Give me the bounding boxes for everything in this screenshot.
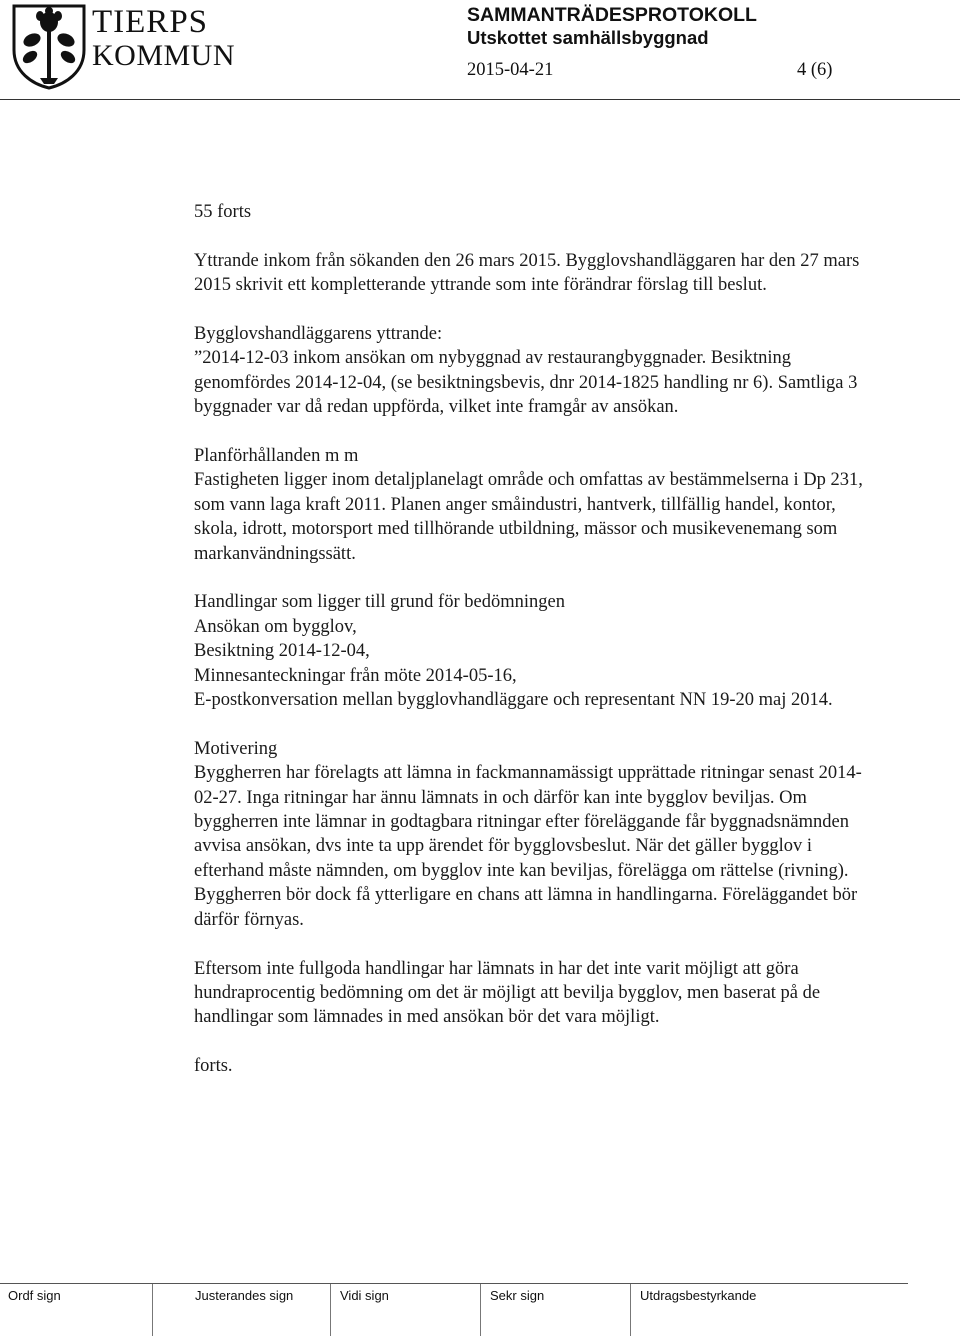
page-number: 4 (6) [797,60,833,80]
footer-column-divider [330,1284,331,1336]
documents-item: E-postkonversation mellan bygglovhandläggare och representant NN 19-20 maj 2014. [194,690,833,711]
plan-heading: Planförhållanden m m [194,446,359,467]
section-heading: 55 forts [194,202,252,222]
tierps-kommun-logo [10,2,236,90]
logo-text-kommun: KOMMUN [92,39,236,72]
footer-column-divider [480,1284,481,1336]
footer-justerande-sign: Justerandes sign [195,1288,294,1303]
documents-item: Besiktning 2014-12-04, [194,641,370,662]
plan-text: Fastigheten ligger inom detaljplanelagt område och omfattas av bestämmelserna i Dp 231, som vann laga kraft 2011. Planen anger småindustri, hantverk, tillfällig handel, kontor, skola, idrott, motorsport med tillhörande utbildning, mässor och musikevenemang som markanvändningssätt. [194,470,863,564]
document-body [194,200,874,1079]
continued-note: forts. [194,1056,233,1077]
coat-of-arms-icon [10,2,88,90]
footer-ordf-sign: Ordf sign [8,1288,61,1303]
footer-column-divider [152,1284,153,1336]
document-title: SAMMANTRÄDESPROTOKOLL [467,4,757,26]
documents-heading: Handlingar som ligger till grund för bedömningen [194,592,565,613]
meeting-date: 2015-04-21 [467,60,554,80]
header-divider [0,99,960,100]
documents-item: Ansökan om bygglov, [194,616,357,637]
statement-text: ”2014-12-03 inkom ansökan om nybyggnad av restaurangbyggnader. Besiktning genomfördes 2014-12-04, (se besiktningsbevis, dnr 2014-1825 handling nr 6). Samtliga 3 byggnader var då redan uppförda, vilket inte framgår av ansökan. [194,348,858,418]
motivation-heading: Motivering [194,738,278,759]
conclusion-text: Eftersom inte fullgoda handlingar har lämnats in har det inte varit möjligt att göra hundraprocentig bedömning om det är möjligt att bevilja bygglov, men baserat på de handlingar som lämnades in med ansökan bör det vara möjligt. [194,958,821,1028]
footer-vidi-sign: Vidi sign [340,1288,389,1303]
footer-divider [0,1283,908,1284]
documents-item: Minnesanteckningar från möte 2014-05-16, [194,665,517,686]
footer-sekr-sign: Sekr sign [490,1288,545,1303]
paragraph-reply: Yttrande inkom från sökanden den 26 mars 2015. Bygglovshandläggaren har den 27 mars 2015 skrivit ett kompletterande yttrande som inte förändrar förslag till beslut. [194,250,860,296]
committee-name: Utskottet samhällsbyggnad [467,27,709,48]
footer-utdrag: Utdragsbestyrkande [640,1288,757,1303]
footer-column-divider [630,1284,631,1336]
statement-label: Bygglovshandläggarens yttrande: [194,324,443,344]
logo-text-tierps: TIERPS [92,4,209,40]
motivation-text: Byggherren har förelagts att lämna in fackmannamässigt upprättade ritningar senast 2014-02-27. Inga ritningar har ännu lämnats in och därför kan inte bygglov beviljas. Om byggherren inte lämnar in godtagbara ritningar efter föreläggande får byggnadsnämnden avvisa ansökan, dvs inte ta upp ärendet för bygglovsbeslut. När det gäller bygglov i efterhand måste nämnden, om bygglov inte kan beviljas, förelägga om rättelse (rivning). Byggherren bör dock få ytterligare en chans att lämna in handlingarna. Föreläggandet bör därför förnyas. [194,763,862,930]
